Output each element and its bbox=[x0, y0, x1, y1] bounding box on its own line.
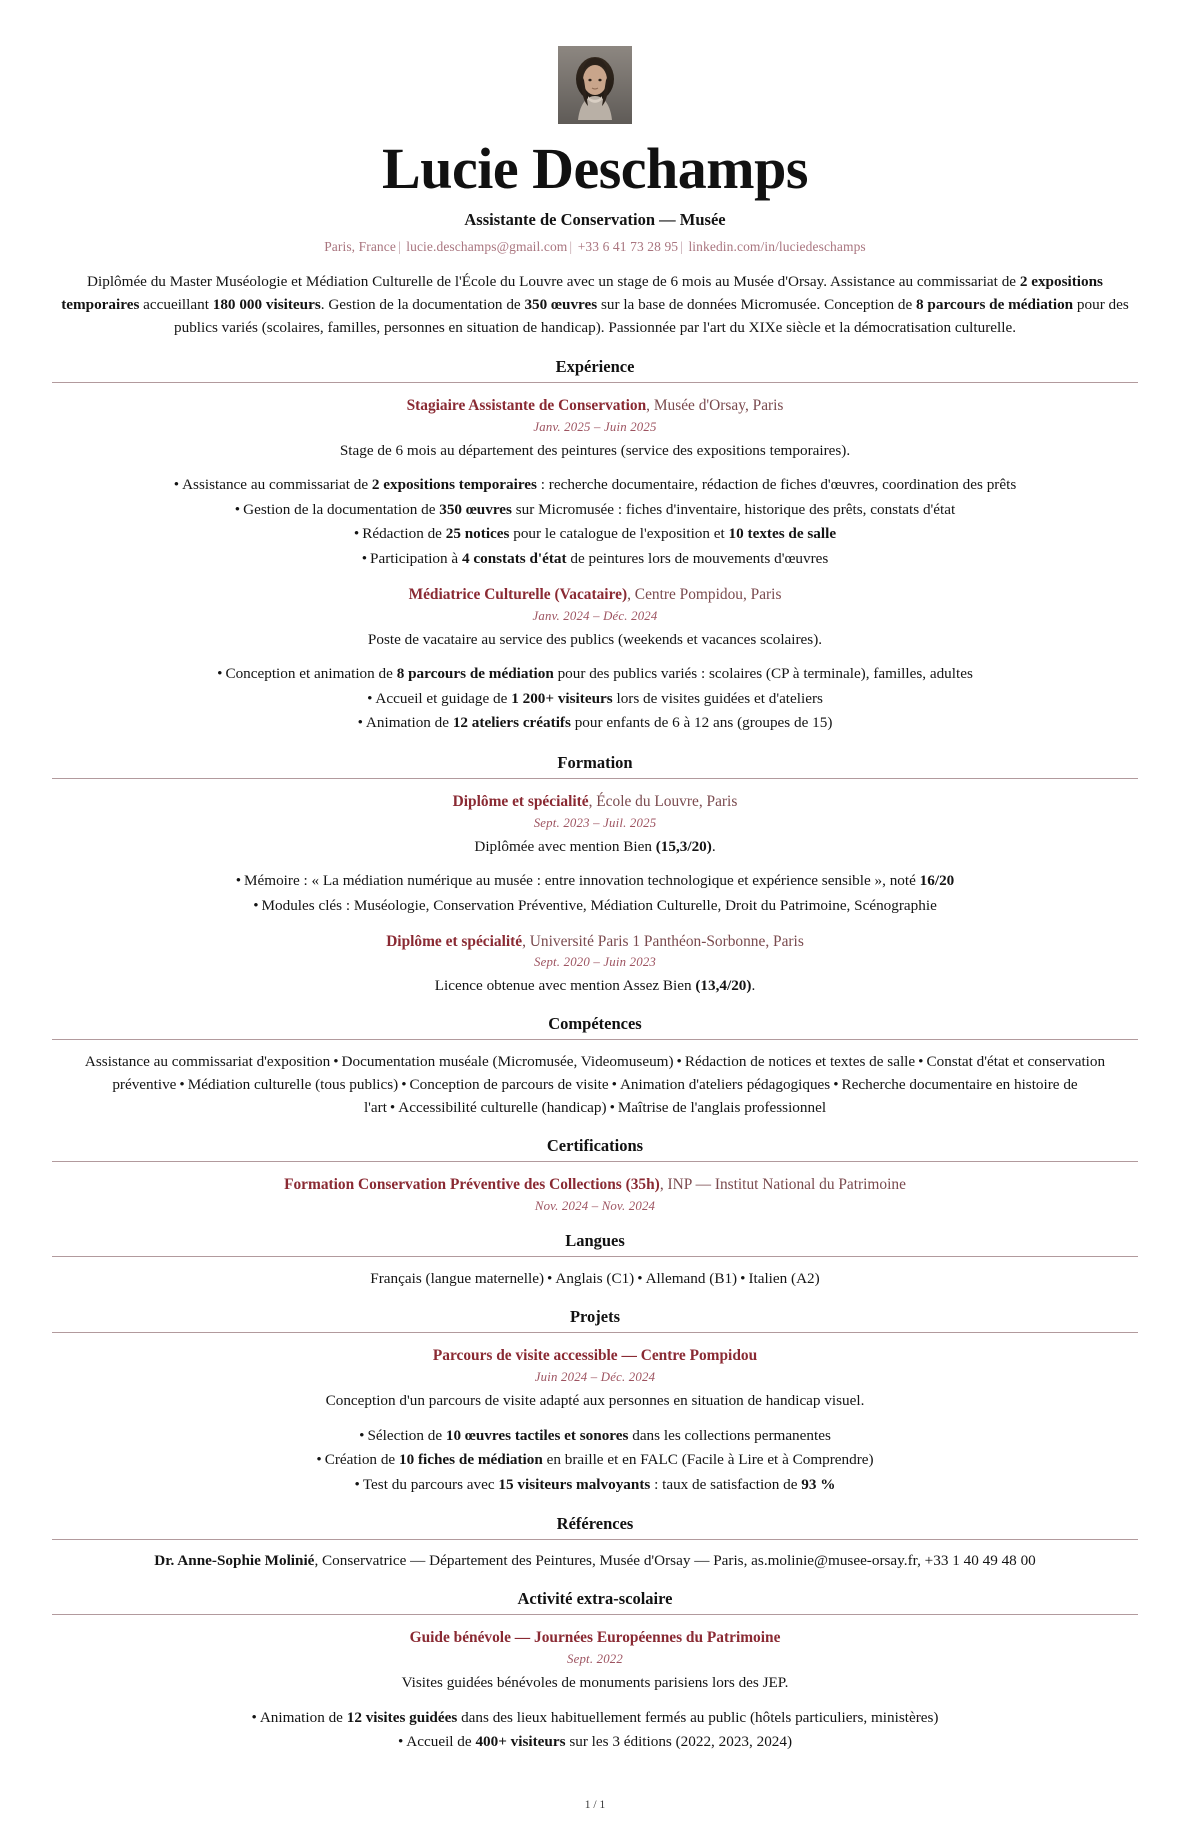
bullet-dot-icon: • bbox=[397, 1733, 404, 1751]
page-footer: 1 / 1 bbox=[584, 1799, 606, 1812]
section-competences bbox=[52, 1014, 1138, 1119]
bullet-item bbox=[52, 547, 1138, 572]
entry bbox=[52, 396, 1138, 572]
section-heading-extra: Activité extra-scolaire bbox=[517, 1589, 673, 1609]
entry-organization: , Centre Pompidou, Paris bbox=[627, 585, 782, 603]
bullet-item bbox=[52, 522, 1138, 547]
bullet-dot-icon: • bbox=[316, 1451, 322, 1469]
inline-item: Français (langue maternelle) bbox=[370, 1270, 545, 1288]
section-heading-experience: Expérience bbox=[555, 356, 635, 376]
entry-role: Diplôme et spécialité bbox=[452, 792, 589, 810]
section-divider bbox=[52, 1332, 1138, 1333]
entry-header bbox=[52, 792, 1138, 813]
bullet-dot-icon: • bbox=[251, 1708, 257, 1726]
section-heading-langues: Langues bbox=[565, 1231, 625, 1251]
entry-description: Stage de 6 mois au département des peintures (service des expositions temporaires). bbox=[339, 441, 851, 459]
bullet-item bbox=[52, 1424, 1138, 1449]
section-heading-certifications: Certifications bbox=[546, 1136, 644, 1156]
entry bbox=[52, 1175, 1138, 1214]
separator-dot-icon: • bbox=[637, 1270, 643, 1288]
inline-item: Anglais (C1) bbox=[555, 1270, 635, 1288]
inline-item: Constat d'état et conservation préventive bbox=[112, 1052, 1106, 1094]
bullet-item bbox=[52, 662, 1138, 687]
section-extra bbox=[52, 1589, 1138, 1755]
entry-dates: Sept. 2023 – Juil. 2025 bbox=[533, 815, 657, 830]
job-subtitle: Assistante de Conservation — Musée bbox=[464, 210, 726, 230]
section-experience bbox=[52, 357, 1138, 736]
inline-item-list bbox=[56, 1050, 1134, 1119]
inline-item: Italien (A2) bbox=[748, 1270, 820, 1288]
entry-description: Conception d'un parcours de visite adapté aux personnes en situation de handicap visuel. bbox=[325, 1391, 865, 1409]
bullet-text: Test du parcours avec 15 visiteurs malvoyants : taux de satisfaction de 93 % bbox=[362, 1475, 836, 1493]
entry-description: Poste de vacataire au service des publics (weekends et vacances scolaires). bbox=[367, 630, 823, 648]
entry-header bbox=[52, 932, 1138, 953]
entry-organization: , Université Paris 1 Panthéon-Sorbonne, Paris bbox=[522, 932, 804, 950]
inline-item: Rédaction de notices et textes de salle bbox=[684, 1052, 916, 1070]
inline-item: Documentation muséale (Micromusée, Videomuseum) bbox=[341, 1052, 674, 1070]
bullet-list bbox=[52, 473, 1138, 572]
section-heading-references: Références bbox=[556, 1514, 634, 1534]
separator-dot-icon: • bbox=[609, 1099, 615, 1117]
entry bbox=[52, 792, 1138, 919]
inline-item: Animation d'ateliers pédagogiques bbox=[619, 1076, 831, 1094]
bullet-text: Sélection de 10 œuvres tactiles et sonores dans les collections permanentes bbox=[367, 1426, 831, 1444]
inline-item: Assistance au commissariat d'exposition bbox=[84, 1052, 331, 1070]
entry-description: Licence obtenue avec mention Assez Bien (13,4/20). bbox=[434, 977, 756, 995]
separator-dot-icon: • bbox=[401, 1076, 407, 1094]
bullet-item bbox=[52, 1473, 1138, 1498]
inline-item: Accessibilité culturelle (handicap) bbox=[398, 1099, 607, 1117]
bullet-item bbox=[52, 1730, 1138, 1755]
bullet-item bbox=[52, 894, 1138, 919]
bullet-text: Participation à 4 constats d'état de peintures lors de mouvements d'œuvres bbox=[370, 550, 829, 568]
separator-dot-icon: • bbox=[833, 1076, 839, 1094]
bullet-text: Création de 10 fiches de médiation en braille et en FALC (Facile à Lire et à Comprendre) bbox=[324, 1451, 874, 1469]
entry-role: Stagiaire Assistante de Conservation bbox=[406, 396, 647, 414]
bullet-list bbox=[52, 869, 1138, 918]
section-divider bbox=[52, 382, 1138, 383]
bullet-text: Modules clés : Muséologie, Conservation Préventive, Médiation Culturelle, Droit du Patrimoine, Scénographie bbox=[261, 896, 937, 914]
entry-dates: Sept. 2022 bbox=[566, 1652, 624, 1667]
entry bbox=[52, 1346, 1138, 1497]
contact-separator-1: | bbox=[397, 239, 401, 255]
separator-dot-icon: • bbox=[740, 1270, 746, 1288]
section-divider bbox=[52, 1614, 1138, 1615]
portrait-photo bbox=[558, 46, 632, 124]
section-divider bbox=[52, 1539, 1138, 1540]
bullet-dot-icon: • bbox=[367, 689, 373, 707]
bullet-list bbox=[52, 1706, 1138, 1755]
entry-organization: , INP — Institut National du Patrimoine bbox=[659, 1176, 906, 1194]
section-divider bbox=[52, 778, 1138, 779]
bullet-item bbox=[52, 687, 1138, 712]
bullet-dot-icon: • bbox=[234, 500, 241, 518]
entry-dates: Janv. 2025 – Juin 2025 bbox=[533, 419, 657, 434]
reference-line: Dr. Anne-Sophie Molinié, Conservatrice — Département des Peintures, Musée d'Orsay — Paris, as.molinie@musee-orsay.fr, +33 1 40 49 48 00 bbox=[154, 1552, 1036, 1570]
entry-role: Diplôme et spécialité bbox=[386, 932, 523, 950]
bullet-list bbox=[52, 662, 1138, 736]
bullet-dot-icon: • bbox=[235, 872, 242, 890]
resume-header bbox=[52, 46, 1138, 340]
entry-header bbox=[52, 1346, 1138, 1367]
entry-header bbox=[52, 396, 1138, 417]
section-langues bbox=[52, 1231, 1138, 1290]
bullet-dot-icon: • bbox=[217, 665, 223, 683]
inline-item: Médiation culturelle (tous publics) bbox=[187, 1076, 399, 1094]
bullet-dot-icon: • bbox=[357, 714, 363, 732]
bullet-text: Mémoire : « La médiation numérique au musée : entre innovation technologique et expérience sensible », noté 16/20 bbox=[244, 872, 955, 890]
entry-header bbox=[52, 1628, 1138, 1649]
bullet-text: Animation de 12 visites guidées dans des lieux habituellement fermés au public (hôtels particuliers, ministères) bbox=[259, 1708, 939, 1726]
bullet-text: Rédaction de 25 notices pour le catalogue de l'exposition et 10 textes de salle bbox=[362, 525, 837, 543]
section-references bbox=[52, 1514, 1138, 1572]
inline-item: Allemand (B1) bbox=[645, 1270, 738, 1288]
section-heading-formation: Formation bbox=[557, 752, 633, 772]
bullet-dot-icon: • bbox=[361, 550, 368, 568]
bullet-list bbox=[52, 1424, 1138, 1498]
separator-dot-icon: • bbox=[547, 1270, 553, 1288]
entry-header bbox=[52, 585, 1138, 606]
inline-item: Conception de parcours de visite bbox=[409, 1076, 609, 1094]
entry-header bbox=[52, 1175, 1138, 1196]
entry-dates: Juin 2024 – Déc. 2024 bbox=[534, 1369, 656, 1384]
bullet-dot-icon: • bbox=[359, 1426, 365, 1444]
bullet-text: Conception et animation de 8 parcours de médiation pour des publics variés : scolaires (CP à terminale), familles, adultes bbox=[225, 665, 973, 683]
entry-dates: Janv. 2024 – Déc. 2024 bbox=[532, 608, 658, 623]
bullet-dot-icon: • bbox=[173, 476, 180, 494]
bullet-item bbox=[52, 473, 1138, 498]
bullet-item bbox=[52, 869, 1138, 894]
bullet-text: Accueil et guidage de 1 200+ visiteurs lors de visites guidées et d'ateliers bbox=[375, 689, 823, 707]
bullet-text: Assistance au commissariat de 2 expositions temporaires : recherche documentaire, rédaction de fiches d'œuvres, coordination des prêts bbox=[182, 476, 1017, 494]
sections-container bbox=[52, 357, 1138, 1755]
separator-dot-icon: • bbox=[918, 1052, 924, 1070]
contact-separator-3: | bbox=[680, 239, 683, 255]
entry-organization: , Musée d'Orsay, Paris bbox=[646, 396, 784, 414]
bullet-item bbox=[52, 711, 1138, 736]
section-certifications bbox=[52, 1136, 1138, 1214]
entry bbox=[52, 585, 1138, 736]
entry-role: Guide bénévole — Journées Européennes du Patrimoine bbox=[409, 1629, 781, 1647]
separator-dot-icon: • bbox=[389, 1099, 396, 1117]
entry-description: Diplômée avec mention Bien (15,3/20). bbox=[474, 837, 716, 855]
entry-dates: Sept. 2020 – Juin 2023 bbox=[533, 955, 657, 970]
section-divider bbox=[52, 1161, 1138, 1162]
section-projets bbox=[52, 1307, 1138, 1497]
entry-description: Visites guidées bénévoles de monuments parisiens lors des JEP. bbox=[401, 1674, 789, 1692]
section-divider bbox=[52, 1256, 1138, 1257]
bullet-item bbox=[52, 1706, 1138, 1731]
contact-separator-2: | bbox=[569, 239, 573, 255]
contact-line bbox=[52, 239, 1138, 255]
entry-role: Formation Conservation Préventive des Collections (35h) bbox=[284, 1176, 660, 1194]
bullet-item bbox=[52, 1448, 1138, 1473]
section-formation bbox=[52, 753, 1138, 997]
separator-dot-icon: • bbox=[179, 1076, 185, 1094]
bullet-dot-icon: • bbox=[353, 525, 360, 543]
contact-email[interactable]: lucie.deschamps@gmail.com bbox=[406, 239, 568, 255]
inline-item: Maîtrise de l'anglais professionnel bbox=[617, 1099, 827, 1117]
section-divider bbox=[52, 1039, 1138, 1040]
separator-dot-icon: • bbox=[333, 1052, 339, 1070]
entry bbox=[52, 1628, 1138, 1755]
separator-dot-icon: • bbox=[676, 1052, 682, 1070]
entry-role: Parcours de visite accessible — Centre Pompidou bbox=[432, 1347, 758, 1365]
separator-dot-icon: • bbox=[611, 1076, 617, 1094]
section-heading-competences: Compétences bbox=[548, 1013, 642, 1033]
contact-location: Paris, France bbox=[324, 239, 396, 255]
bullet-item bbox=[52, 498, 1138, 523]
inline-item: Recherche documentaire en histoire de l'art bbox=[363, 1076, 1078, 1117]
entry-role: Médiatrice Culturelle (Vacataire) bbox=[408, 585, 628, 603]
profile-summary: Diplômée du Master Muséologie et Médiation Culturelle de l'École du Louvre avec un stage de 6 mois au Musée d'Orsay. Assistance au commissariat de 2 expositions temporaires accueillant 180 000 visiteurs. Gestion de la documentation de 350 œuvres sur la base de données Micromusée. Conception de 8 parcours de médiation pour des publics variés (scolaires, familles, personnes en situation de handicap). Passionnée par l'art du XIXe siècle et la démocratisation culturelle. bbox=[61, 273, 1129, 337]
bullet-text: Gestion de la documentation de 350 œuvres sur Micromusée : fiches d'inventaire, historique des prêts, constats d'état bbox=[243, 500, 956, 518]
page-title: Lucie Deschamps bbox=[382, 136, 808, 201]
bullet-text: Accueil de 400+ visiteurs sur les 3 éditions (2022, 2023, 2024) bbox=[406, 1733, 793, 1751]
bullet-text: Animation de 12 ateliers créatifs pour enfants de 6 à 12 ans (groupes de 15) bbox=[365, 714, 833, 732]
section-heading-projets: Projets bbox=[569, 1307, 621, 1327]
entry bbox=[52, 932, 1138, 997]
bullet-dot-icon: • bbox=[354, 1475, 360, 1493]
contact-linkedin[interactable]: linkedin.com/in/luciedeschamps bbox=[688, 239, 866, 255]
contact-phone[interactable]: +33 6 41 73 28 95 bbox=[577, 239, 679, 255]
entry-organization: , École du Louvre, Paris bbox=[588, 792, 738, 810]
entry-dates: Nov. 2024 – Nov. 2024 bbox=[534, 1199, 656, 1214]
inline-item-list bbox=[56, 1267, 1134, 1290]
bullet-dot-icon: • bbox=[253, 896, 259, 914]
